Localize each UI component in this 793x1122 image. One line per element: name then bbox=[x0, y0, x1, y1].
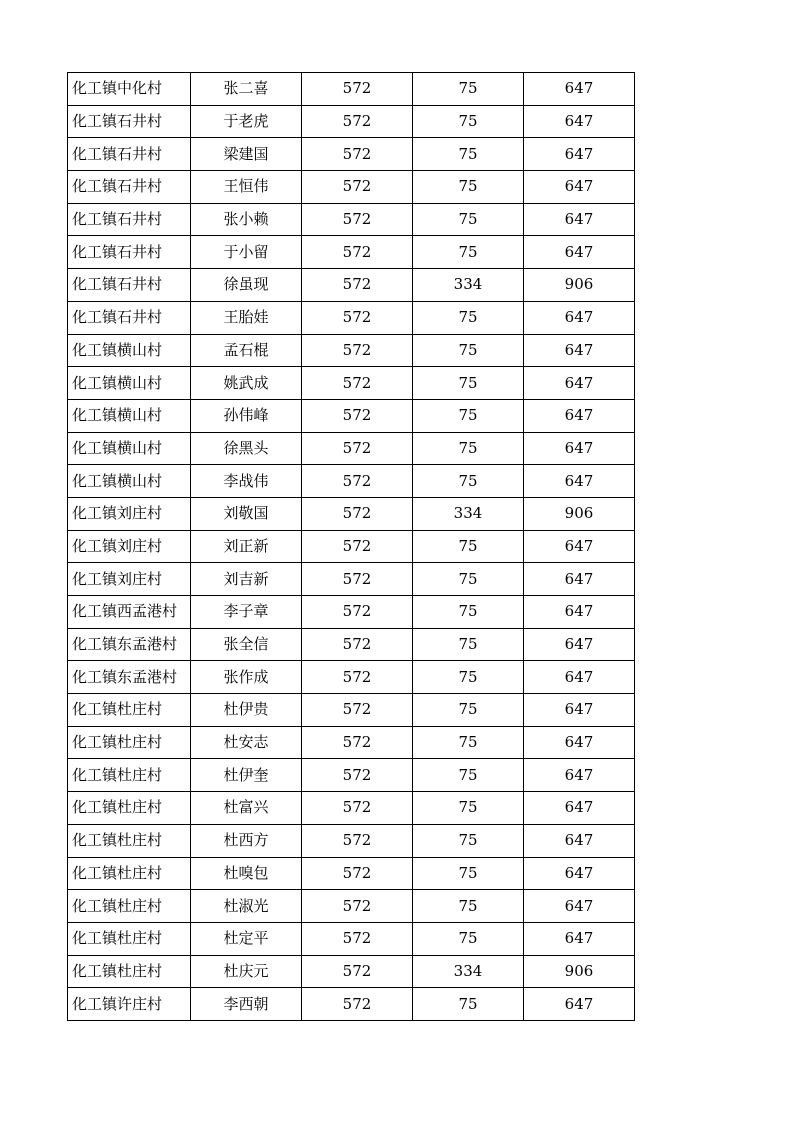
name-cell: 张二喜 bbox=[191, 73, 302, 106]
table-row bbox=[68, 530, 635, 563]
village-cell: 化工镇石井村 bbox=[68, 236, 191, 269]
amount-a-cell: 572 bbox=[302, 334, 413, 367]
name-cell: 梁建国 bbox=[191, 138, 302, 171]
amount-b-cell: 75 bbox=[413, 824, 524, 857]
total-cell: 906 bbox=[524, 497, 635, 530]
total-cell: 647 bbox=[524, 399, 635, 432]
total-cell: 647 bbox=[524, 432, 635, 465]
amount-a-cell: 572 bbox=[302, 138, 413, 171]
amount-a-cell: 572 bbox=[302, 236, 413, 269]
total-cell: 647 bbox=[524, 824, 635, 857]
amount-b-cell: 75 bbox=[413, 399, 524, 432]
amount-a-cell: 572 bbox=[302, 661, 413, 694]
name-cell: 王恒伟 bbox=[191, 171, 302, 204]
name-cell: 李西朝 bbox=[191, 988, 302, 1021]
table-row bbox=[68, 792, 635, 825]
table-row bbox=[68, 203, 635, 236]
village-cell: 化工镇杜庄村 bbox=[68, 694, 191, 727]
name-cell: 孟石棍 bbox=[191, 334, 302, 367]
village-cell: 化工镇刘庄村 bbox=[68, 497, 191, 530]
total-cell: 647 bbox=[524, 661, 635, 694]
total-cell: 647 bbox=[524, 530, 635, 563]
name-cell: 杜嗅包 bbox=[191, 857, 302, 890]
amount-a-cell: 572 bbox=[302, 694, 413, 727]
village-cell: 化工镇东孟港村 bbox=[68, 628, 191, 661]
amount-b-cell: 75 bbox=[413, 694, 524, 727]
name-cell: 徐虽现 bbox=[191, 269, 302, 302]
amount-b-cell: 75 bbox=[413, 922, 524, 955]
table-row bbox=[68, 236, 635, 269]
amount-a-cell: 572 bbox=[302, 203, 413, 236]
amount-b-cell: 75 bbox=[413, 171, 524, 204]
table-row bbox=[68, 824, 635, 857]
name-cell: 孙伟峰 bbox=[191, 399, 302, 432]
total-cell: 906 bbox=[524, 269, 635, 302]
total-cell: 647 bbox=[524, 922, 635, 955]
name-cell: 于小留 bbox=[191, 236, 302, 269]
table-row bbox=[68, 759, 635, 792]
name-cell: 刘敬国 bbox=[191, 497, 302, 530]
amount-b-cell: 75 bbox=[413, 759, 524, 792]
total-cell: 906 bbox=[524, 955, 635, 988]
village-cell: 化工镇杜庄村 bbox=[68, 759, 191, 792]
village-cell: 化工镇石井村 bbox=[68, 203, 191, 236]
amount-b-cell: 75 bbox=[413, 334, 524, 367]
table-row bbox=[68, 694, 635, 727]
total-cell: 647 bbox=[524, 628, 635, 661]
amount-a-cell: 572 bbox=[302, 399, 413, 432]
name-cell: 杜庆元 bbox=[191, 955, 302, 988]
amount-a-cell: 572 bbox=[302, 824, 413, 857]
name-cell: 于老虎 bbox=[191, 105, 302, 138]
amount-b-cell: 75 bbox=[413, 367, 524, 400]
total-cell: 647 bbox=[524, 367, 635, 400]
amount-a-cell: 572 bbox=[302, 171, 413, 204]
amount-b-cell: 334 bbox=[413, 497, 524, 530]
amount-b-cell: 75 bbox=[413, 661, 524, 694]
village-cell: 化工镇刘庄村 bbox=[68, 563, 191, 596]
total-cell: 647 bbox=[524, 301, 635, 334]
name-cell: 李子章 bbox=[191, 596, 302, 629]
amount-a-cell: 572 bbox=[302, 628, 413, 661]
amount-b-cell: 75 bbox=[413, 236, 524, 269]
name-cell: 张作成 bbox=[191, 661, 302, 694]
name-cell: 杜富兴 bbox=[191, 792, 302, 825]
amount-b-cell: 334 bbox=[413, 269, 524, 302]
name-cell: 杜伊贵 bbox=[191, 694, 302, 727]
name-cell: 杜安志 bbox=[191, 726, 302, 759]
table-row bbox=[68, 367, 635, 400]
amount-b-cell: 75 bbox=[413, 628, 524, 661]
name-cell: 杜定平 bbox=[191, 922, 302, 955]
amount-a-cell: 572 bbox=[302, 857, 413, 890]
village-cell: 化工镇杜庄村 bbox=[68, 922, 191, 955]
total-cell: 647 bbox=[524, 726, 635, 759]
table-row bbox=[68, 399, 635, 432]
amount-a-cell: 572 bbox=[302, 105, 413, 138]
total-cell: 647 bbox=[524, 596, 635, 629]
name-cell: 张全信 bbox=[191, 628, 302, 661]
village-cell: 化工镇杜庄村 bbox=[68, 792, 191, 825]
name-cell: 杜淑光 bbox=[191, 890, 302, 923]
amount-b-cell: 334 bbox=[413, 955, 524, 988]
amount-a-cell: 572 bbox=[302, 988, 413, 1021]
amount-a-cell: 572 bbox=[302, 890, 413, 923]
total-cell: 647 bbox=[524, 563, 635, 596]
total-cell: 647 bbox=[524, 759, 635, 792]
village-cell: 化工镇石井村 bbox=[68, 138, 191, 171]
amount-b-cell: 75 bbox=[413, 105, 524, 138]
table-row bbox=[68, 596, 635, 629]
amount-a-cell: 572 bbox=[302, 269, 413, 302]
amount-a-cell: 572 bbox=[302, 563, 413, 596]
village-cell: 化工镇横山村 bbox=[68, 432, 191, 465]
village-cell: 化工镇杜庄村 bbox=[68, 890, 191, 923]
amount-b-cell: 75 bbox=[413, 530, 524, 563]
amount-b-cell: 75 bbox=[413, 857, 524, 890]
data-table bbox=[67, 72, 635, 1021]
village-cell: 化工镇石井村 bbox=[68, 105, 191, 138]
name-cell: 杜西方 bbox=[191, 824, 302, 857]
table-row bbox=[68, 563, 635, 596]
amount-b-cell: 75 bbox=[413, 988, 524, 1021]
village-cell: 化工镇西孟港村 bbox=[68, 596, 191, 629]
amount-a-cell: 572 bbox=[302, 432, 413, 465]
village-cell: 化工镇石井村 bbox=[68, 301, 191, 334]
total-cell: 647 bbox=[524, 694, 635, 727]
village-cell: 化工镇东孟港村 bbox=[68, 661, 191, 694]
total-cell: 647 bbox=[524, 792, 635, 825]
village-cell: 化工镇刘庄村 bbox=[68, 530, 191, 563]
table-row bbox=[68, 105, 635, 138]
amount-a-cell: 572 bbox=[302, 596, 413, 629]
amount-b-cell: 75 bbox=[413, 73, 524, 106]
total-cell: 647 bbox=[524, 73, 635, 106]
village-cell: 化工镇中化村 bbox=[68, 73, 191, 106]
amount-b-cell: 75 bbox=[413, 792, 524, 825]
table-row bbox=[68, 465, 635, 498]
amount-a-cell: 572 bbox=[302, 726, 413, 759]
village-cell: 化工镇横山村 bbox=[68, 334, 191, 367]
amount-b-cell: 75 bbox=[413, 726, 524, 759]
amount-a-cell: 572 bbox=[302, 73, 413, 106]
table-row bbox=[68, 955, 635, 988]
total-cell: 647 bbox=[524, 334, 635, 367]
name-cell: 张小赖 bbox=[191, 203, 302, 236]
table-row bbox=[68, 857, 635, 890]
total-cell: 647 bbox=[524, 236, 635, 269]
total-cell: 647 bbox=[524, 203, 635, 236]
village-cell: 化工镇杜庄村 bbox=[68, 824, 191, 857]
name-cell: 刘吉新 bbox=[191, 563, 302, 596]
total-cell: 647 bbox=[524, 105, 635, 138]
table-row bbox=[68, 497, 635, 530]
table-row bbox=[68, 171, 635, 204]
total-cell: 647 bbox=[524, 988, 635, 1021]
name-cell: 杜伊奎 bbox=[191, 759, 302, 792]
village-cell: 化工镇石井村 bbox=[68, 171, 191, 204]
total-cell: 647 bbox=[524, 138, 635, 171]
table-row bbox=[68, 432, 635, 465]
amount-b-cell: 75 bbox=[413, 138, 524, 171]
amount-b-cell: 75 bbox=[413, 301, 524, 334]
table-body bbox=[68, 73, 635, 1021]
total-cell: 647 bbox=[524, 171, 635, 204]
amount-a-cell: 572 bbox=[302, 759, 413, 792]
table-row bbox=[68, 726, 635, 759]
table-row bbox=[68, 628, 635, 661]
amount-b-cell: 75 bbox=[413, 465, 524, 498]
name-cell: 李战伟 bbox=[191, 465, 302, 498]
table-row bbox=[68, 138, 635, 171]
amount-a-cell: 572 bbox=[302, 367, 413, 400]
amount-b-cell: 75 bbox=[413, 563, 524, 596]
name-cell: 姚武成 bbox=[191, 367, 302, 400]
amount-b-cell: 75 bbox=[413, 203, 524, 236]
village-cell: 化工镇横山村 bbox=[68, 399, 191, 432]
village-cell: 化工镇横山村 bbox=[68, 465, 191, 498]
village-cell: 化工镇横山村 bbox=[68, 367, 191, 400]
amount-a-cell: 572 bbox=[302, 955, 413, 988]
village-cell: 化工镇杜庄村 bbox=[68, 955, 191, 988]
amount-b-cell: 75 bbox=[413, 596, 524, 629]
name-cell: 徐黑头 bbox=[191, 432, 302, 465]
village-cell: 化工镇石井村 bbox=[68, 269, 191, 302]
table-row bbox=[68, 890, 635, 923]
total-cell: 647 bbox=[524, 890, 635, 923]
table-row bbox=[68, 301, 635, 334]
total-cell: 647 bbox=[524, 465, 635, 498]
table-row bbox=[68, 73, 635, 106]
village-cell: 化工镇杜庄村 bbox=[68, 857, 191, 890]
table-row bbox=[68, 922, 635, 955]
amount-a-cell: 572 bbox=[302, 497, 413, 530]
amount-a-cell: 572 bbox=[302, 530, 413, 563]
total-cell: 647 bbox=[524, 857, 635, 890]
village-cell: 化工镇许庄村 bbox=[68, 988, 191, 1021]
village-cell: 化工镇杜庄村 bbox=[68, 726, 191, 759]
table-row bbox=[68, 269, 635, 302]
name-cell: 王胎娃 bbox=[191, 301, 302, 334]
amount-b-cell: 75 bbox=[413, 890, 524, 923]
amount-a-cell: 572 bbox=[302, 465, 413, 498]
name-cell: 刘正新 bbox=[191, 530, 302, 563]
amount-b-cell: 75 bbox=[413, 432, 524, 465]
table-row bbox=[68, 661, 635, 694]
amount-a-cell: 572 bbox=[302, 301, 413, 334]
amount-a-cell: 572 bbox=[302, 792, 413, 825]
table-row bbox=[68, 334, 635, 367]
table-row bbox=[68, 988, 635, 1021]
amount-a-cell: 572 bbox=[302, 922, 413, 955]
